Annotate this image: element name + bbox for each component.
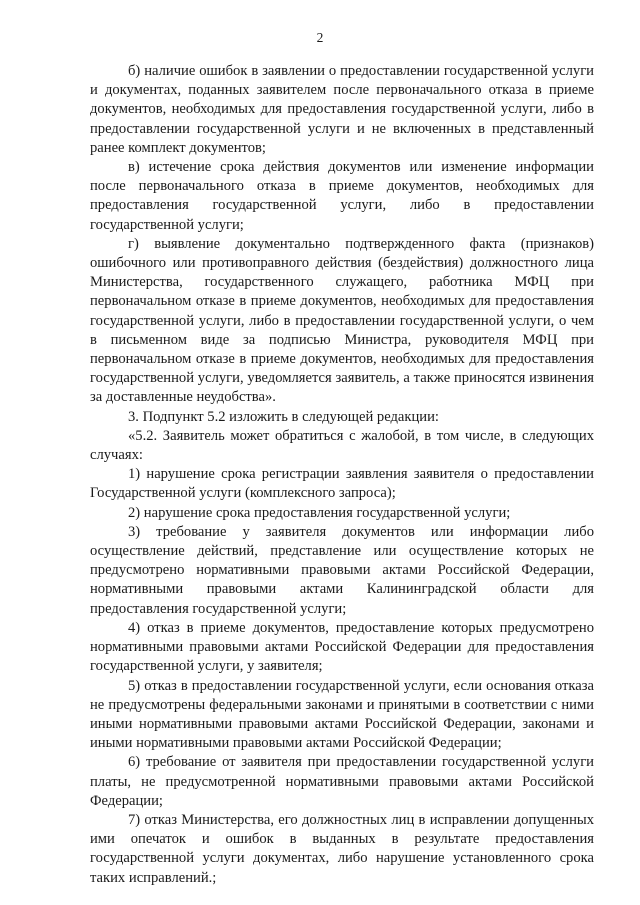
list-item-6: 6) требование от заявителя при предоставлении государственной услуги платы, не предусмотренной нормативными правовыми актами Российской Федерации; [90, 754, 594, 809]
paragraph-v: в) истечение срока действия документов или изменение информации после первоначального отказа в приеме документов, необходимых для предоставления государственной услуги, либо в предоставлении государственной услуги; [90, 159, 594, 233]
paragraph-5-2: «5.2. Заявитель может обратиться с жалобой, в том числе, в следующих случаях: [90, 427, 594, 464]
paragraph-g: г) выявление документально подтвержденного факта (признаков) ошибочного или противоправного действия (бездействия) должностного лица Министерства, государственного служащего, работника МФЦ при первоначальном отказе в приеме документов, необходимых для предоставления государственной услуги, либо в предоставлении государственной услуги, о чем в письменном виде за подписью Министра, руководителя МФЦ при первоначальном отказе в приеме документов, необходимых для предоставления государственной услуги, уведомляется заявитель, а также приносятся извинения за доставленные неудобства». [90, 235, 594, 406]
list-item-7: 7) отказ Министерства, его должностных лиц в исправлении допущенных ими опечаток и ошибок в выданных в результате предоставления государственной услуги документах, либо нарушение установленного срока таких исправлений.; [90, 811, 594, 886]
paragraph-b: б) наличие ошибок в заявлении о предоставлении государственной услуги и документах, поданных заявителем после первоначального отказа в приеме документов, необходимых для предоставления государственной услуги, либо в предоставлении государственной услуги и не включенных в представленный ранее комплект документов; [90, 63, 594, 156]
list-item-3: 3) требование у заявителя документов или информации либо осуществление действий, представление или осуществление которых не предусмотрено нормативными правовыми актами Российской Федерации, нормативными правовыми актами Калининградской области для предоставления государственной услуги; [90, 523, 594, 617]
list-item-1: 1) нарушение срока регистрации заявления заявителя о предоставлении Государственной услуги (комплексного запроса); [90, 466, 594, 502]
document-body [90, 62, 594, 888]
paragraph-item-3: 3. Подпункт 5.2 изложить в следующей редакции: [128, 408, 439, 425]
list-item-2: 2) нарушение срока предоставления государственной услуги; [128, 504, 511, 521]
list-item-4: 4) отказ в приеме документов, предоставление которых предусмотрено нормативными правовыми актами Российской Федерации для предоставления государственной услуги, у заявителя; [90, 619, 594, 675]
list-item-5: 5) отказ в предоставлении государственной услуги, если основания отказа не предусмотрены федеральными законами и принятыми в соответствии с ними иными нормативными правовыми актами Российской Федерации, законами и иными нормативными правовыми актами Российской Федерации; [90, 677, 594, 752]
page-number: 2 [316, 30, 324, 45]
